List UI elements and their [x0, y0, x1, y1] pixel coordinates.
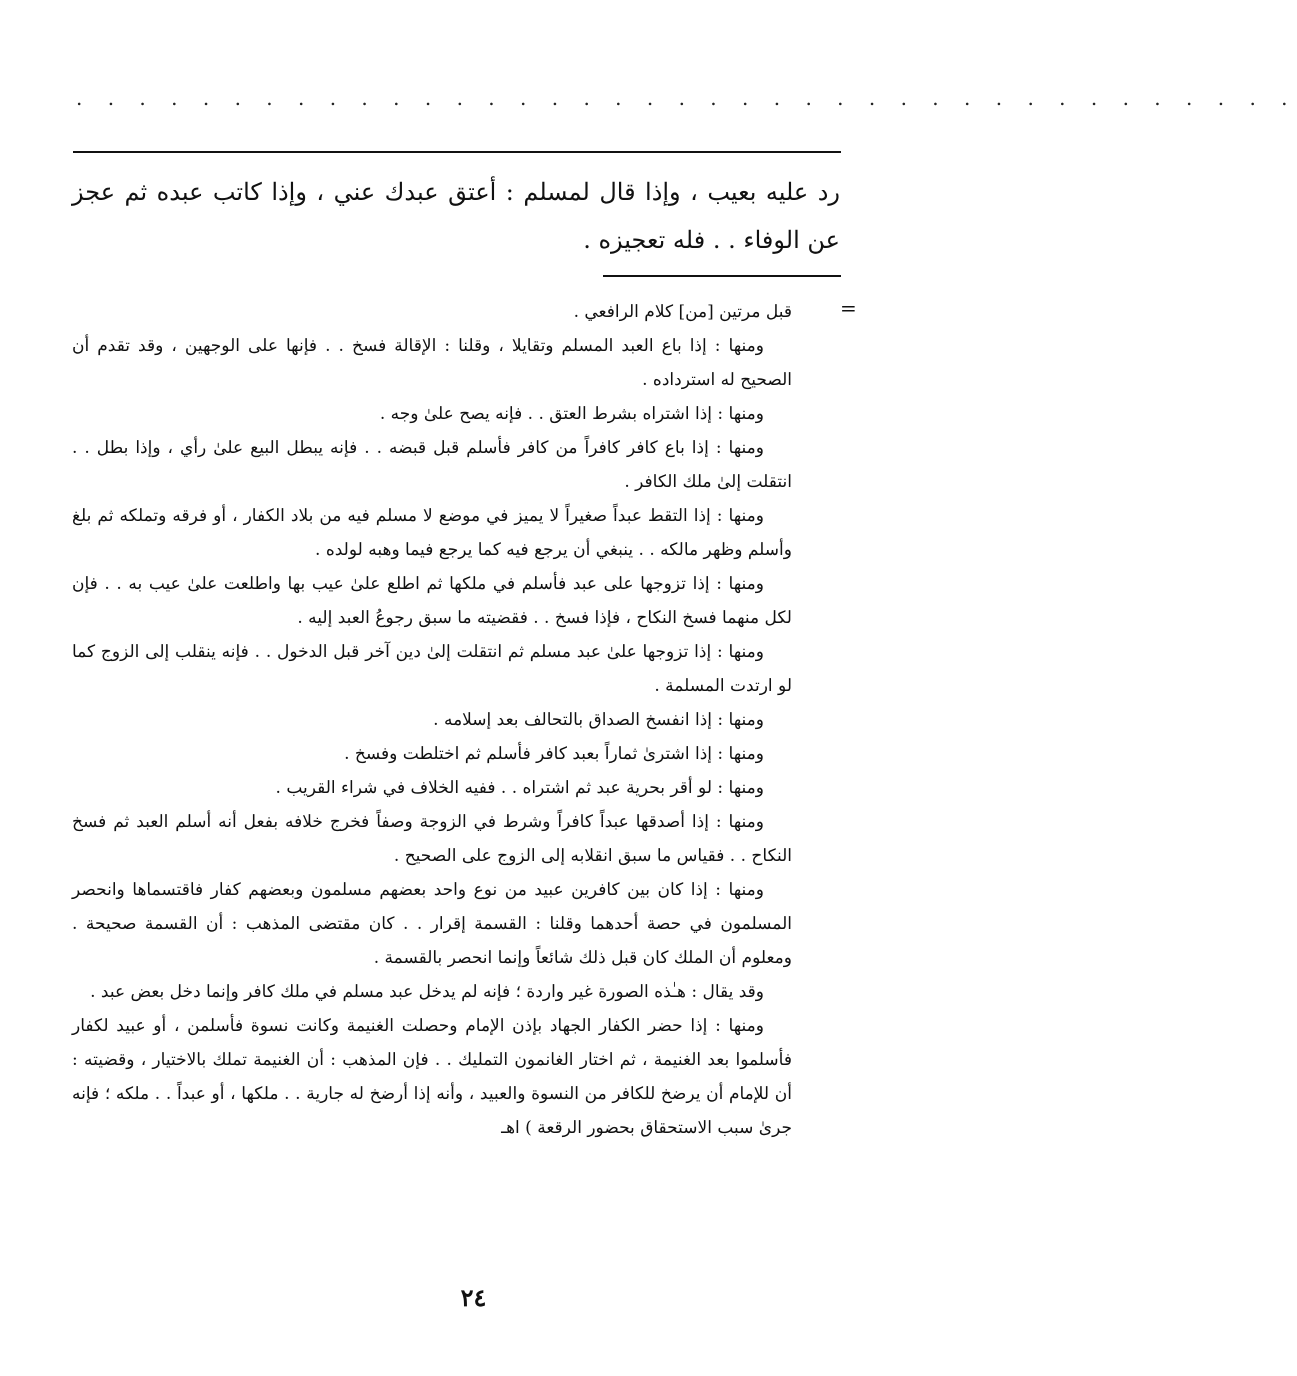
- footnote-paragraph: ومنها : إذا تزوجها علىٰ عبد مسلم ثم انتقلت إلىٰ دين آخر قبل الدخول . . فإنه ينقلب إلى الزوج كما لو ارتدت المسلمة .: [72, 642, 792, 696]
- footnote-paragraph: وقد يقال : هـٰذه الصورة غير واردة ؛ فإنه لم يدخل عبد مسلم في ملك كافر وإنما دخل بعض عبد .: [90, 982, 764, 1002]
- main-text: رد عليه بعيب ، وإذا قال لمسلم : أعتق عبدك عني ، وإذا كاتب عبده ثم عجز عن الوفاء . . فله تعجيزه .: [72, 178, 840, 254]
- footnote-paragraph: ومنها : إذا باع العبد المسلم وتقايلا ، وقلنا : الإقالة فسخ . . فإنها على الوجهين ، وقد تقدم أن الصحيح له استرداده .: [72, 336, 792, 390]
- footnote-paragraph: ومنها : إذا تزوجها على عبد فأسلم في ملكها ثم اطلع علىٰ عيب بها واطلعت علىٰ عيب به . . فإن لكل منهما فسخ النكاح ، فإذا فسخ . . فقضيته ما سبق رجوعُ العبد إليه .: [72, 574, 792, 628]
- footnote-paragraph: ومنها : إذا كان بين كافرين عبيد من نوع واحد بعضهم مسلمون وبعضهم كفار فاقتسماها وانحصر المسلمون في حصة أحدهما وقلنا : القسمة إقرار . . كان مقتضى المذهب : أن القسمة صحيحة . ومعلوم أن الملك كان قبل ذلك شائعاً وإنما انحصر بالقسمة .: [72, 880, 792, 968]
- page-number: ٢٤: [460, 1283, 487, 1312]
- footnote-paragraph: ومنها : إذا أصدقها عبداً كافراً وشرط في الزوجة وصفاً فخرج خلافه بفعل أنه أسلم العبد ثم فسخ النكاح . . فقياس ما سبق انقلابه إلى الزوج على الصحيح .: [72, 812, 792, 866]
- footnote-paragraph: ومنها : إذا انفسخ الصداق بالتحالف بعد إسلامه .: [433, 710, 764, 730]
- footnote-separator: [603, 275, 841, 277]
- footnote-paragraph: ومنها : إذا اشترىٰ ثماراً بعبد كافر فأسلم ثم اختلطت وفسخ .: [344, 744, 764, 764]
- footnotes: [72, 295, 792, 1145]
- footnote-paragraph: ومنها : إذا التقط عبداً صغيراً لا يميز في موضع لا مسلم فيه من بلاد الكفار ، أو فرقه وتملكه ثم بلغ وأسلم وظهر مالكه . . ينبغي أن يرجع فيه كما يرجع فيما وهبه لولده .: [72, 506, 792, 560]
- footnote-paragraph: ومنها : إذا اشتراه بشرط العتق . . فإنه يصح علىٰ وجه .: [379, 404, 764, 424]
- footnote-paragraph: ومنها : إذا باع كافر كافراً من كافر فأسلم قبل قبضه . . فإنه يبطل البيع علىٰ رأي ، وإذا بطل . . انتقلت إلىٰ ملك الكافر .: [72, 438, 792, 492]
- footnote-paragraph: قبل مرتين [من] كلام الرافعي .: [573, 302, 792, 322]
- footnote-continuation-marker: =: [840, 296, 857, 320]
- footnote-paragraph: ومنها : لو أقر بحرية عبد ثم اشتراه . . ففيه الخلاف في شراء القريب .: [275, 778, 764, 798]
- footnote-paragraph: ومنها : إذا حضر الكفار الجهاد بإذن الإمام وحصلت الغنيمة وكانت نسوة فأسلمن ، أو عبيد لكفار فأسلموا بعد الغنيمة ، ثم اختار الغانمون التمليك . . فإن المذهب : أن الغنيمة تملك بالاختيار ، وقضيته : أن للإمام أن يرضخ للكافر من النسوة والعبيد ، وأنه إذا أرضخ له جارية . . ملكها ، أو عبداً . . ملكه ؛ فإنه جرىٰ سبب الاستحقاق بحضور الرقعة ) اهـ: [72, 1016, 792, 1138]
- top-rule: [73, 151, 841, 153]
- dot-leader: . . . . . . . . . . . . . . . . . . . . . . . . . . . . . . . . . . . . . . .: [76, 86, 1297, 110]
